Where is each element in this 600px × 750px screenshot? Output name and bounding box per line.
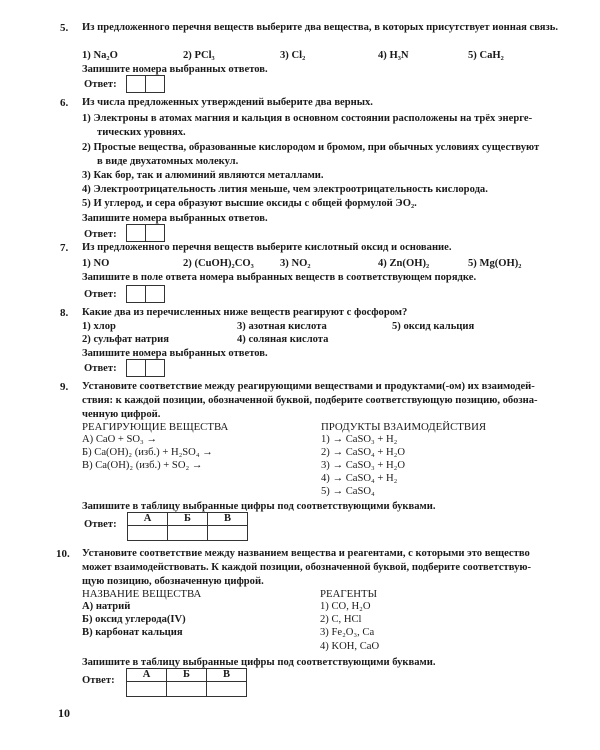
- question-number: 6.: [60, 97, 69, 109]
- answer-cell-1[interactable]: [127, 225, 145, 241]
- answer-label: Ответ:: [84, 79, 117, 90]
- table-header-b: Б: [168, 513, 208, 526]
- question-text-line-3: щую позицию, обозначенную цифрой.: [82, 576, 264, 587]
- answer-cell-c[interactable]: [208, 526, 248, 541]
- answer-cell-2[interactable]: [145, 286, 164, 302]
- reagent-3: 3) Fe₂O₃, Ca: [320, 627, 375, 638]
- answer-label: Ответ:: [84, 229, 117, 240]
- product-5: 5) → CaSO₄: [321, 486, 375, 497]
- question-number: 5.: [60, 22, 69, 34]
- answer-cell-a[interactable]: [128, 526, 168, 541]
- answer-cell-b[interactable]: [168, 526, 208, 541]
- question-text: Из числа предложенных утверждений выберите два верных.: [82, 97, 373, 108]
- reactant-b: Б) Ca(OH)₂ (изб.) + H₂SO₄ →: [82, 447, 213, 458]
- option-4: 4) H₃N: [378, 50, 409, 61]
- table-header-c: В: [208, 513, 248, 526]
- right-column-header: ПРОДУКТЫ ВЗАИМОДЕЙСТВИЯ: [321, 421, 487, 433]
- answer-box[interactable]: [126, 75, 165, 93]
- statement-3: 3) Как бор, так и алюминий являются металлами.: [82, 170, 324, 181]
- option-1: 1) NO: [82, 258, 110, 269]
- reagent-1: 1) CO, H₂O: [320, 601, 371, 612]
- answer-label: Ответ:: [84, 519, 117, 530]
- question-text-line-2: ствия: к каждой позиции, обозначенной буквой, подберите соответствующую позицию, обозна-: [82, 395, 538, 406]
- option-3: 3) NO₂: [280, 258, 311, 269]
- option-4: 4) Zn(OH)₂: [378, 258, 430, 269]
- question-text-line-1: Установите соответствие между названием вещества и реагентами, с которыми это вещество: [82, 548, 530, 559]
- page-number: 10: [58, 706, 70, 720]
- question-number: 10.: [56, 548, 70, 560]
- instruction: Запишите в таблицу выбранные цифры под соответствующими буквами.: [82, 501, 436, 512]
- question-text: Из предложенного перечня веществ выберите два вещества, в которых присутствует ионная связь.: [82, 22, 559, 33]
- substance-b: Б) оксид углерода(IV): [82, 614, 186, 625]
- question-text: Какие два из перечисленных ниже веществ реагируют с фосфором?: [82, 307, 408, 318]
- answer-box[interactable]: [126, 224, 165, 242]
- option-3: 3) Cl₂: [280, 50, 306, 61]
- reactant-c: В) Ca(OH)₂ (изб.) + SO₂ →: [82, 460, 203, 471]
- statement-1: 1) Электроны в атомах магния и кальция в основном состоянии расположены на трёх энерге-: [82, 113, 533, 124]
- answer-cell-b[interactable]: [167, 682, 207, 697]
- table-header-b: Б: [167, 669, 207, 682]
- product-1: 1) → CaSO₃ + H₂: [321, 434, 398, 445]
- answer-cell-1[interactable]: [127, 286, 145, 302]
- answer-box[interactable]: [126, 285, 165, 303]
- question-text: Из предложенного перечня веществ выберите кислотный оксид и основание.: [82, 242, 452, 253]
- option-2: 2) PCl₃: [183, 50, 215, 61]
- answer-cell-2[interactable]: [145, 225, 164, 241]
- option-5: 5) Mg(OH)₂: [468, 258, 522, 269]
- product-2: 2) → CaSO₄ + H₂O: [321, 447, 405, 458]
- option-5: 5) оксид кальция: [392, 321, 475, 332]
- option-5: 5) CaH₂: [468, 50, 504, 61]
- instruction: Запишите в таблицу выбранные цифры под соответствующими буквами.: [82, 657, 436, 668]
- option-4: 4) соляная кислота: [237, 334, 329, 345]
- answer-label: Ответ:: [84, 289, 117, 300]
- substance-c: В) карбонат кальция: [82, 627, 183, 638]
- answer-cell-1[interactable]: [127, 360, 145, 376]
- option-3: 3) азотная кислота: [237, 321, 327, 332]
- substance-a: А) натрий: [82, 601, 131, 612]
- question-number: 7.: [60, 242, 69, 254]
- right-column-header: РЕАГЕНТЫ: [320, 588, 378, 600]
- statement-1-cont: тических уровнях.: [97, 127, 186, 138]
- statement-2-cont: в виде двухатомных молекул.: [97, 156, 239, 167]
- question-number: 9.: [60, 381, 69, 393]
- table-header-c: В: [207, 669, 247, 682]
- answer-label: Ответ:: [84, 363, 117, 374]
- answer-table: [127, 512, 248, 541]
- question-text-line-2: может взаимодействовать. К каждой позиции, обозначенной буквой, подберите соответствую-: [82, 562, 532, 573]
- question-number: 8.: [60, 307, 69, 319]
- option-1: 1) Na₂O: [82, 50, 118, 61]
- answer-cell-2[interactable]: [145, 360, 164, 376]
- left-column-header: НАЗВАНИЕ ВЕЩЕСТВА: [82, 588, 202, 600]
- answer-label: Ответ:: [82, 675, 115, 686]
- answer-cell-1[interactable]: [127, 76, 145, 92]
- option-2: 2) сульфат натрия: [82, 334, 170, 345]
- table-header-a: А: [128, 513, 168, 526]
- answer-table: [126, 668, 247, 697]
- instruction: Запишите номера выбранных ответов.: [82, 213, 268, 224]
- question-text-line-1: Установите соответствие между реагирующими веществами и продуктами(-ом) их взаимодей-: [82, 381, 535, 392]
- statement-2: 2) Простые вещества, образованные кислородом и бромом, при обычных условиях существуют: [82, 142, 540, 153]
- answer-cell-a[interactable]: [127, 682, 167, 697]
- reactant-a: А) CaO + SO₃ →: [82, 434, 157, 445]
- instruction: Запишите номера выбранных ответов.: [82, 348, 268, 359]
- statement-5: 5) И углерод, и сера образуют высшие оксиды с общей формулой ЭО₂.: [82, 198, 417, 209]
- option-1: 1) хлор: [82, 321, 116, 332]
- answer-box[interactable]: [126, 359, 165, 377]
- reagent-4: 4) KOH, CaO: [320, 641, 380, 652]
- table-header-a: А: [127, 669, 167, 682]
- reagent-2: 2) C, HCl: [320, 614, 362, 625]
- instruction: Запишите в поле ответа номера выбранных веществ в соответствующем порядке.: [82, 272, 477, 283]
- answer-cell-2[interactable]: [145, 76, 164, 92]
- product-4: 4) → CaSO₄ + H₂: [321, 473, 398, 484]
- product-3: 3) → CaSO₃ + H₂O: [321, 460, 405, 471]
- answer-cell-c[interactable]: [207, 682, 247, 697]
- option-2: 2) (CuOH)₂CO₃: [183, 258, 254, 269]
- left-column-header: РЕАГИРУЮЩИЕ ВЕЩЕСТВА: [82, 421, 229, 433]
- question-text-line-3: ченную цифрой.: [82, 409, 161, 420]
- instruction: Запишите номера выбранных ответов.: [82, 64, 268, 75]
- statement-4: 4) Электроотрицательность лития меньше, чем электроотрицательность кислорода.: [82, 184, 488, 195]
